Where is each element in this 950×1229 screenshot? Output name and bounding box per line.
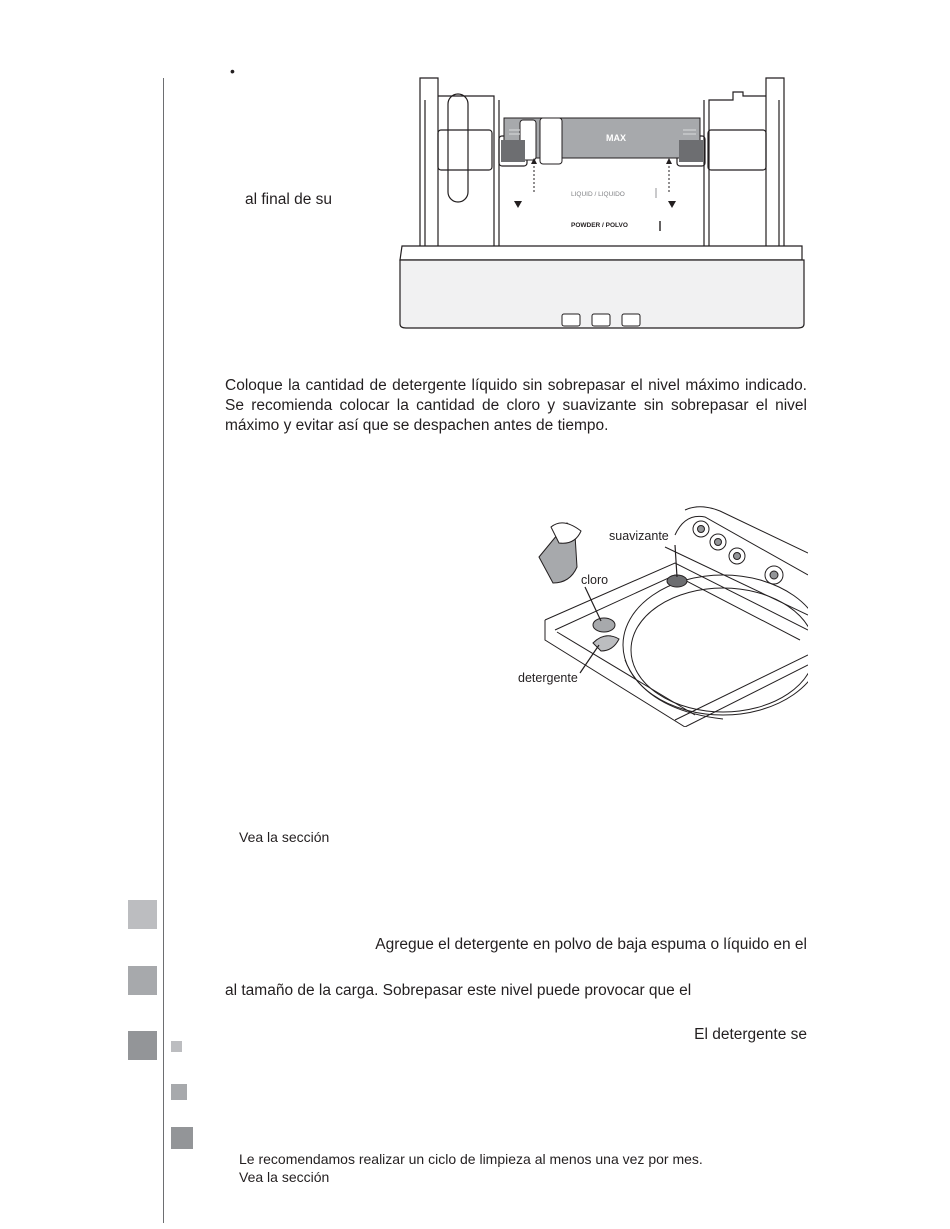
line-detergente-se: El detergente se — [694, 1026, 807, 1043]
margin-rule — [163, 78, 164, 1223]
powder-label: POWDER / POLVO — [571, 222, 628, 229]
label-suavizante: suavizante — [609, 529, 669, 543]
marker-square-small-3 — [171, 1127, 193, 1149]
marker-square-3 — [128, 1031, 157, 1060]
see-section-1: Vea la sección — [239, 829, 330, 845]
marker-square-1 — [128, 900, 157, 929]
paragraph-text: Coloque la cantidad de detergente líquido sin sobrepasar el nivel máximo indicado. Se recomienda colocar la cantidad de cloro y suavizante sin sobrepasar el nivel máximo y evitar así que se despachen antes de tiempo. — [225, 377, 807, 434]
washer-top-illustration — [515, 505, 808, 727]
recommend-text: Le recomendamos realizar un ciclo de limpieza al menos una vez por mes. — [239, 1151, 703, 1167]
line-agregue: Agregue el detergente en polvo de baja espuma o líquido en el — [375, 936, 807, 953]
marker-square-2 — [128, 966, 157, 995]
marker-square-small-2 — [171, 1084, 187, 1100]
label-detergente: detergente — [518, 671, 578, 685]
marker-square-small-1 — [171, 1041, 182, 1052]
see-section-2: Vea la sección — [239, 1169, 330, 1185]
label-cloro: cloro — [581, 573, 609, 587]
dispenser-drawer-illustration — [398, 74, 808, 334]
liquid-label: LIQUID / LIQUIDO — [571, 191, 625, 198]
line-tamano: al tamaño de la carga. Sobrepasar este nivel puede provocar que el — [225, 982, 692, 999]
bullet: • — [230, 63, 235, 79]
paragraph-liquid-detergent — [225, 376, 807, 436]
max-label: MAX — [606, 133, 626, 143]
figure-caption: al final de su — [245, 191, 333, 208]
